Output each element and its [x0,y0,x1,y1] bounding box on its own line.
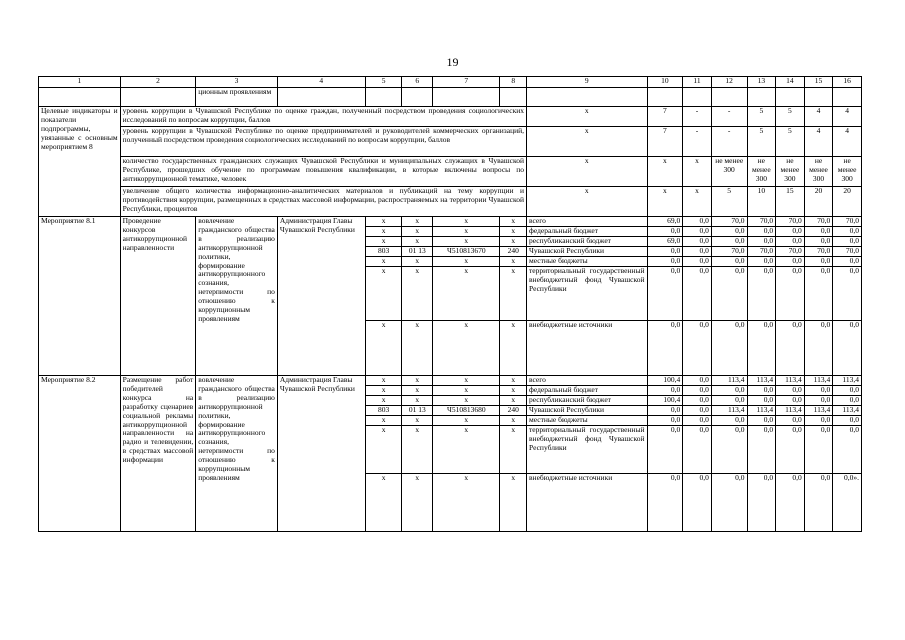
funding-value: 0,0 [711,227,747,237]
funding-value: 0,0 [776,396,805,406]
budget-code: х [500,217,527,227]
indicator-text: уровень коррупции в Чувашской Республике по оценке граждан, полученный посредством проведения социологических исследований по вопросам коррупции, баллов [120,107,526,127]
column-number: 5 [365,77,402,88]
funding-source: внебюджетные источники [527,474,647,532]
table-cell [120,88,196,107]
indicator-value: - [683,127,712,157]
budget-code: х [433,237,500,247]
funding-value: 0,0 [647,247,683,257]
funding-value: 0,0 [683,406,712,416]
funding-source: внебюджетные источники [527,321,647,376]
funding-value: 0,0 [683,217,712,227]
measure-executor: Администрация Главы Чувашской Республики [277,376,365,532]
funding-value: 0,0 [804,237,833,247]
funding-value: 0,0 [804,227,833,237]
funding-value: 0,0 [711,474,747,532]
indicator-value: х [683,187,712,217]
funding-value: 0,0 [647,386,683,396]
funding-value: 113,4 [776,376,805,386]
funding-value: 0,0 [804,416,833,426]
table-cell [683,88,712,107]
funding-value: 0,0 [776,386,805,396]
indicator-c9: х [527,157,647,187]
funding-value: 69,0 [647,237,683,247]
funding-value: 0,0 [711,321,747,376]
funding-value: 0,0 [683,247,712,257]
indicator-value: 5 [776,107,805,127]
indicator-value: 4 [804,107,833,127]
funding-value: 0,0 [647,426,683,474]
table-cell [39,88,121,107]
indicator-value: 4 [833,127,862,157]
funding-value: 0,0 [647,227,683,237]
funding-value: 0,0 [647,474,683,532]
column-number: 3 [196,77,278,88]
indicator-value: 20 [804,187,833,217]
budget-code: х [402,416,433,426]
funding-value: 113,4 [804,376,833,386]
table-cell [433,88,500,107]
funding-value: 0,0 [804,396,833,406]
program-table [38,76,862,532]
funding-value: 0,0 [747,396,776,406]
indicator-c9: х [527,127,647,157]
funding-value: 0,0 [776,257,805,267]
budget-code: х [402,386,433,396]
budget-code: 01 13 [402,406,433,416]
funding-value: 0,0 [647,406,683,416]
measure-goal: вовлечение гражданского общества в реализацию антикоррупционной политики, формирование антикоррупционного сознания, нетерпимости по отношению к коррупционным проявлениям [196,376,278,532]
funding-value: 0,0 [747,257,776,267]
indicator-value: 5 [747,107,776,127]
funding-value: 0,0 [683,321,712,376]
funding-value: 0,0 [683,386,712,396]
funding-value: 70,0 [747,217,776,227]
funding-value: 0,0 [747,426,776,474]
budget-code: х [500,267,527,321]
budget-code: х [500,396,527,406]
table-cell [500,88,527,107]
indicator-value: х [647,187,683,217]
indicator-value: не менее 300 [833,157,862,187]
budget-code: х [433,227,500,237]
funding-value: 0,0 [776,267,805,321]
funding-value: 0,0 [833,426,862,474]
indicator-row [39,127,862,157]
funding-value: 0,0 [804,321,833,376]
funding-value: 0,0 [711,426,747,474]
measure-title: Размещение работ победителей конкурса на разработку сценариев социальной рекламы антикоррупционной направленности на радио и телевидении, в средствах массовой информации [120,376,196,532]
indicator-value: 10 [747,187,776,217]
budget-code: х [500,321,527,376]
column-number: 7 [433,77,500,88]
funding-value: 0,0 [776,321,805,376]
indicator-c9: х [527,107,647,127]
funding-value: 0,0 [711,416,747,426]
column-number: 15 [804,77,833,88]
table-cell [365,88,402,107]
budget-code: 803 [365,247,402,257]
funding-source: республиканский бюджет [527,237,647,247]
funding-source: территориальный государственный внебюджетный фонд Чувашской Республики [527,267,647,321]
indicator-value: 20 [833,187,862,217]
indicator-value: 5 [776,127,805,157]
funding-value: 0,0 [711,267,747,321]
column-number: 2 [120,77,196,88]
budget-code: х [365,321,402,376]
funding-value: 100,4 [647,376,683,386]
measure-name: Мероприятие 8.1 [39,217,121,376]
funding-value: 0,0 [747,227,776,237]
funding-value: 0,0 [683,257,712,267]
funding-source: всего [527,217,647,227]
funding-value: 70,0 [747,247,776,257]
funding-source: Чувашской Республики [527,247,647,257]
funding-value: 69,0 [647,217,683,227]
budget-code: х [500,426,527,474]
indicator-value: 5 [747,127,776,157]
table-cell [647,88,683,107]
column-number: 12 [711,77,747,88]
funding-source: федеральный бюджет [527,227,647,237]
budget-code: х [402,267,433,321]
funding-value: 0,0 [683,227,712,237]
budget-code: х [433,217,500,227]
indicator-value: - [711,107,747,127]
budget-code: х [500,474,527,532]
funding-value: 113,4 [833,376,862,386]
budget-code: х [402,376,433,386]
goal-text-cont: ционным проявлениям [196,88,278,107]
indicator-value: - [683,107,712,127]
funding-value: 0,0 [683,376,712,386]
funding-value: 0,0 [833,267,862,321]
measure-row [39,376,862,386]
funding-value: 113,4 [711,376,747,386]
funding-value: 0,0 [776,237,805,247]
funding-value: 0,0 [804,267,833,321]
funding-value: 0,0 [833,386,862,396]
table-cell [804,88,833,107]
funding-value: 0,0 [833,227,862,237]
funding-value: 0,0 [833,257,862,267]
funding-value: 113,4 [804,406,833,416]
budget-code: х [365,396,402,406]
budget-code: х [365,267,402,321]
column-number: 11 [683,77,712,88]
funding-source: Чувашской Республики [527,406,647,416]
funding-value: 113,4 [711,406,747,416]
funding-value: 0,0 [833,321,862,376]
column-number: 6 [402,77,433,88]
funding-source: республиканский бюджет [527,396,647,406]
column-number: 16 [833,77,862,88]
column-number: 8 [500,77,527,88]
budget-code: х [500,416,527,426]
indicator-value: 15 [776,187,805,217]
budget-code: Ч510813670 [433,247,500,257]
indicator-value: - [711,127,747,157]
budget-code: х [402,227,433,237]
budget-code: х [402,257,433,267]
funding-value: 0,0 [833,416,862,426]
column-number: 13 [747,77,776,88]
measure-executor: Администрация Главы Чувашской Республики [277,217,365,376]
funding-value: 0,0 [747,386,776,396]
column-number: 1 [39,77,121,88]
funding-value: 113,4 [747,406,776,416]
funding-value: 0,0 [711,386,747,396]
funding-value: 0,0 [747,416,776,426]
indicator-text: количество государственных гражданских служащих Чувашской Республики и муниципальных служащих в Чувашской Республике, прошедших обучение по программам повышения квалификации, в которые включены вопросы по антикоррупционной тематике, человек [120,157,526,187]
funding-value: 0,0 [647,321,683,376]
measure-name: Мероприятие 8.2 [39,376,121,532]
funding-value: 0,0 [747,321,776,376]
budget-code: х [365,386,402,396]
page-number: 19 [446,55,459,69]
funding-value: 70,0 [711,217,747,227]
funding-value: 0,0 [683,237,712,247]
budget-code: 803 [365,406,402,416]
budget-code: х [365,426,402,474]
funding-source: местные бюджеты [527,416,647,426]
indicator-row [39,157,862,187]
budget-code: 240 [500,247,527,257]
funding-value: 113,4 [776,406,805,416]
column-number: 10 [647,77,683,88]
budget-code: х [433,396,500,406]
indicator-value: не менее 300 [776,157,805,187]
budget-code: х [500,376,527,386]
table-cell [776,88,805,107]
measure-title: Проведение конкурсов антикоррупционной направленности [120,217,196,376]
funding-value: 0,0 [804,474,833,532]
budget-code: х [365,416,402,426]
table-cell [277,88,365,107]
budget-code: х [365,217,402,227]
budget-code: х [500,257,527,267]
indicator-value: не менее 300 [711,157,747,187]
budget-code: х [402,396,433,406]
budget-code: х [433,376,500,386]
funding-value: 0,0 [683,396,712,406]
funding-value: 70,0 [776,217,805,227]
funding-value: 100,4 [647,396,683,406]
indicator-value: не менее 300 [747,157,776,187]
measure-row [39,217,862,227]
funding-value: 0,0 [683,474,712,532]
funding-value: 70,0 [833,247,862,257]
budget-code: х [433,474,500,532]
funding-value: 0,0 [711,237,747,247]
funding-value: 70,0 [711,247,747,257]
indicator-c9: х [527,187,647,217]
funding-value: 0,0 [833,237,862,247]
funding-value: 0,0 [647,267,683,321]
indicator-value: 4 [833,107,862,127]
funding-value: 0,0 [776,416,805,426]
column-number: 4 [277,77,365,88]
funding-value: 0,0 [711,257,747,267]
funding-value: 70,0 [804,247,833,257]
funding-value: 0,0». [833,474,862,532]
funding-value: 0,0 [776,426,805,474]
funding-value: 0,0 [804,386,833,396]
funding-source: местные бюджеты [527,257,647,267]
column-number: 14 [776,77,805,88]
budget-code: х [365,474,402,532]
funding-value: 0,0 [833,396,862,406]
continuation-row [39,88,862,107]
funding-value: 0,0 [683,426,712,474]
funding-source: всего [527,376,647,386]
funding-value: 70,0 [804,217,833,227]
indicator-row [39,187,862,217]
budget-code: х [402,217,433,227]
indicator-value: 4 [804,127,833,157]
funding-value: 70,0 [833,217,862,227]
budget-code: х [500,386,527,396]
indicator-text: уровень коррупции в Чувашской Республике по оценке предпринимателей и руководителей коммерческих организаций, полученный посредством проведения социологических исследований по вопросам коррупции, баллов [120,127,526,157]
funding-value: 0,0 [647,416,683,426]
budget-code: 240 [500,406,527,416]
indicator-row [39,107,862,127]
budget-code: х [402,426,433,474]
funding-value: 0,0 [804,426,833,474]
budget-code: х [365,237,402,247]
funding-value: 0,0 [747,267,776,321]
budget-code: 01 13 [402,247,433,257]
budget-code: х [365,257,402,267]
indicator-text: увеличение общего количества информационно-аналитических материалов и публикаций на тему коррупции и противодействия коррупции, размещенных в средствах массовой информации, распространяемых на территории Чувашской Республики, процентов [120,187,526,217]
budget-code: х [402,321,433,376]
budget-code: Ч510813680 [433,406,500,416]
funding-source: федеральный бюджет [527,386,647,396]
funding-value: 0,0 [776,474,805,532]
column-number: 9 [527,77,647,88]
indicator-value: х [647,157,683,187]
indicator-value: 7 [647,107,683,127]
budget-code: х [433,416,500,426]
funding-value: 0,0 [747,237,776,247]
budget-code: х [433,267,500,321]
funding-value: 0,0 [747,474,776,532]
funding-source: территориальный государственный внебюджетный фонд Чувашской Республики [527,426,647,474]
header-row [39,77,862,88]
measure-goal: вовлечение гражданского общества в реализацию антикоррупционной политики, формирование антикоррупционного сознания, нетерпимости по отношению к коррупционным проявлениям [196,217,278,376]
table-cell [833,88,862,107]
budget-code: х [500,237,527,247]
budget-code: х [433,386,500,396]
budget-code: х [433,257,500,267]
funding-value: 0,0 [711,396,747,406]
budget-code: х [402,474,433,532]
table-cell [527,88,647,107]
budget-code: х [365,227,402,237]
indicator-value: 5 [711,187,747,217]
funding-value: 70,0 [776,247,805,257]
budget-code: х [500,227,527,237]
funding-value: 0,0 [804,257,833,267]
funding-value: 0,0 [647,257,683,267]
table-cell [711,88,747,107]
funding-value: 0,0 [683,267,712,321]
indicator-value: 7 [647,127,683,157]
budget-code: х [365,376,402,386]
table-cell [402,88,433,107]
indicators-label: Целевые индикаторы и показатели подпрограммы, увязанные с основным мероприятием 8 [39,107,121,217]
indicator-value: не менее 300 [804,157,833,187]
funding-value: 0,0 [776,227,805,237]
budget-code: х [433,321,500,376]
funding-value: 113,4 [747,376,776,386]
funding-value: 0,0 [683,416,712,426]
funding-value: 113,4 [833,406,862,416]
indicator-value: х [683,157,712,187]
budget-code: х [433,426,500,474]
table-cell [747,88,776,107]
budget-code: х [402,237,433,247]
